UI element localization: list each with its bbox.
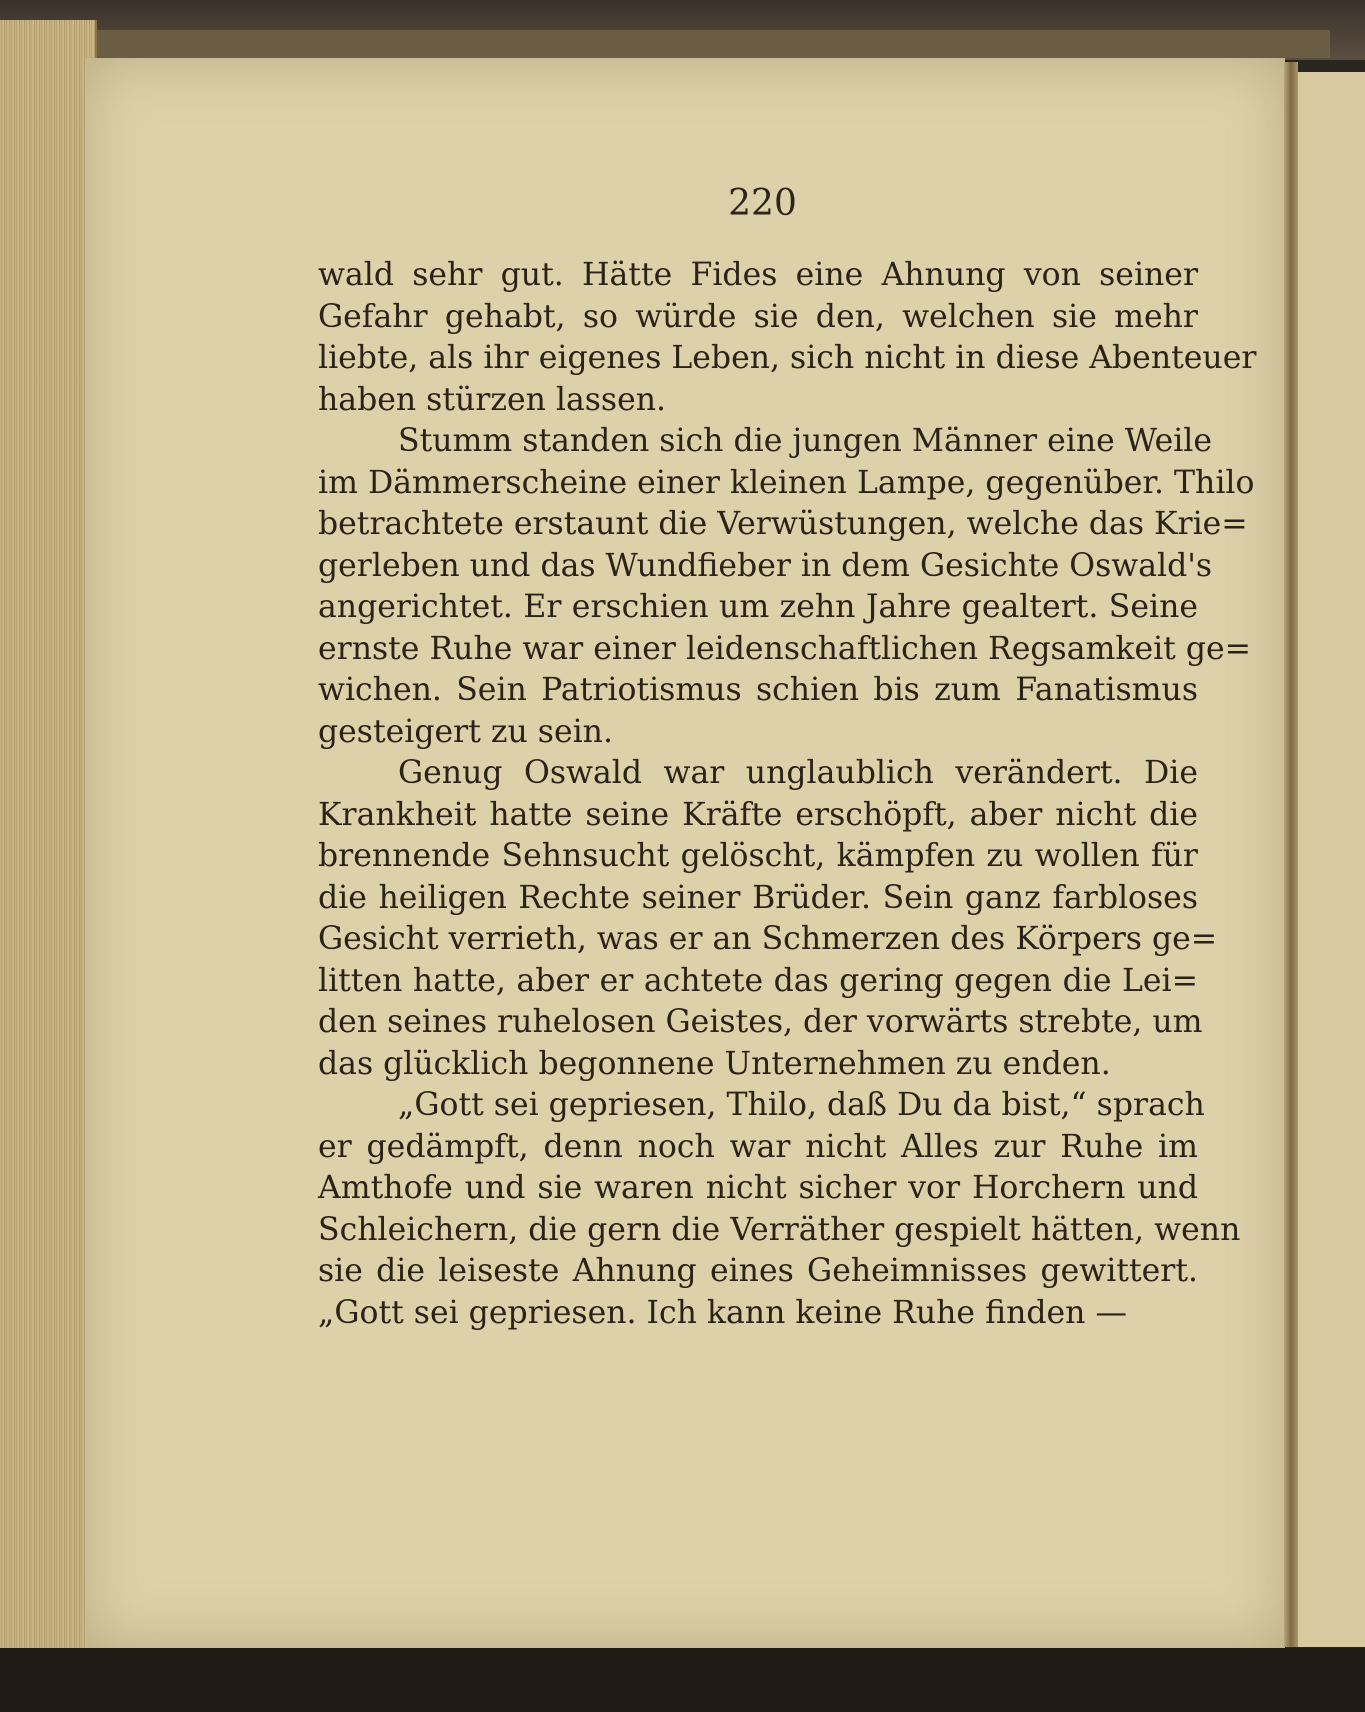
text-line: den seines ruhelosen Geistes, der vorwärts strebte, um (318, 1004, 1203, 1040)
text-line: gerleben und das Wundfieber in dem Gesichte Oswald's (318, 547, 1213, 584)
text-line: Gesicht verrieth, was er an Schmerzen des Körpers ge= (318, 921, 1218, 957)
bottom-background (0, 1648, 1365, 1712)
text-line: „Gott sei gepriesen, Thilo, daß Du da bist,“ sprach (398, 1087, 1205, 1123)
text-line: ernste Ruhe war einer leidenschaftlichen Regsamkeit ge= (318, 630, 1252, 667)
text-line: Genug Oswald war unglaublich verändert. Die (398, 755, 1198, 791)
text-line: er gedämpft, denn noch war nicht Alles zur Ruhe im (318, 1128, 1198, 1165)
text-line: sie die leiseste Ahnung eines Geheimnisses gewittert. (318, 1253, 1198, 1289)
text-line: brennende Sehnsucht gelöscht, kämpfen zu wollen für (318, 838, 1198, 874)
text-line: im Dämmerscheine einer kleinen Lampe, gegenüber. Thilo (318, 464, 1255, 501)
page-number: 220 (728, 183, 797, 224)
text-line: „Gott sei gepriesen. Ich kann keine Ruhe finden — (318, 1294, 1127, 1331)
text-line: Schleichern, die gern die Verräther gespielt hätten, wenn (318, 1211, 1241, 1248)
text-line: wald sehr gut. Hätte Fides eine Ahnung von seiner (318, 257, 1198, 293)
text-line: die heiligen Rechte seiner Brüder. Sein ganz farbloses (318, 879, 1198, 916)
text-line: Stumm standen sich die jungen Männer eine Weile (398, 423, 1213, 459)
facing-page-edge (1298, 72, 1365, 1647)
body-text (318, 255, 1257, 1334)
text-line: Krankheit hatte seine Kräfte erschöpft, aber nicht die (318, 796, 1198, 833)
book-gutter (1284, 62, 1298, 1647)
text-line: liebte, als ihr eigenes Leben, sich nicht in diese Abenteuer (318, 340, 1257, 376)
text-line: gesteigert zu sein. (318, 713, 613, 750)
text-line: betrachtete erstaunt die Verwüstungen, welche das Krie= (318, 506, 1248, 542)
text-line: Gefahr gehabt, so würde sie den, welchen sie mehr (318, 298, 1198, 335)
text-line: Amthofe und sie waren nicht sicher vor Horchern und (318, 1170, 1198, 1206)
page-stack-top (30, 30, 1330, 58)
text-line: angerichtet. Er erschien um zehn Jahre gealtert. Seine (318, 589, 1198, 625)
text-line: wichen. Sein Patriotismus schien bis zum Fanatismus (318, 672, 1198, 708)
text-line: das glücklich begonnene Unternehmen zu enden. (318, 1045, 1111, 1082)
text-line: haben stürzen lassen. (318, 381, 667, 418)
page-stack-left-edge (0, 20, 97, 1660)
text-line: litten hatte, aber er achtete das gering gegen die Lei= (318, 962, 1198, 999)
